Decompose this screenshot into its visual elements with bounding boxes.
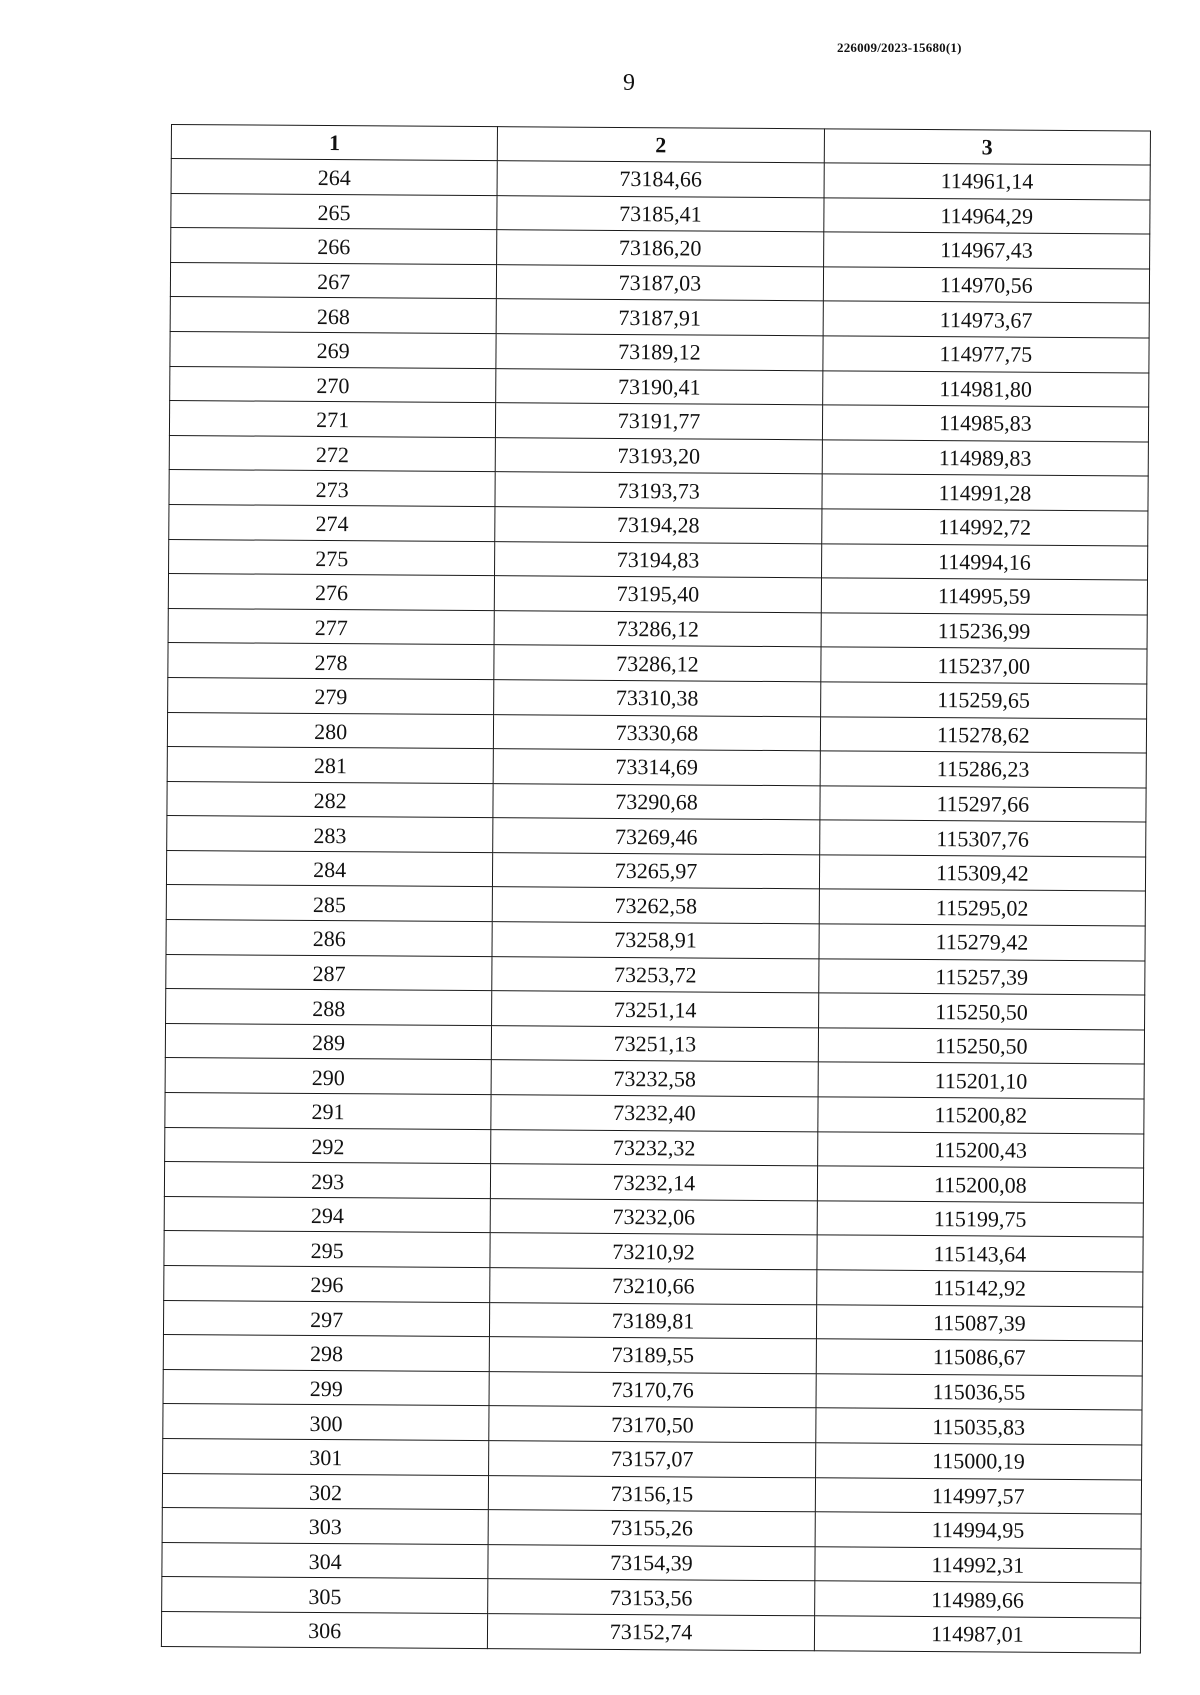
coordinates-table — [161, 124, 1151, 1653]
table-cell-col-1: 306 — [161, 1611, 488, 1648]
table-cell-col-1: 266 — [171, 228, 498, 265]
table-cell-col-3: 114989,83 — [822, 440, 1149, 477]
table-cell-col-3: 115142,92 — [816, 1270, 1143, 1307]
table-cell-col-1: 300 — [163, 1404, 490, 1441]
table-cell-col-1: 278 — [168, 643, 495, 680]
column-header-1: 1 — [171, 125, 498, 161]
table-cell-col-2: 73258,91 — [492, 922, 819, 959]
table-cell-col-2: 73286,12 — [494, 645, 821, 682]
page-number: 9 — [623, 70, 635, 96]
table-cell-col-1: 298 — [163, 1335, 490, 1372]
table-cell-col-2: 73232,58 — [491, 1060, 818, 1097]
table-cell-col-2: 73251,14 — [492, 991, 819, 1028]
table-cell-col-3: 115086,67 — [816, 1339, 1143, 1376]
table-cell-col-2: 73190,41 — [496, 368, 823, 405]
table-cell-col-1: 276 — [168, 574, 495, 611]
table-cell-col-1: 273 — [169, 470, 496, 507]
table-cell-col-3: 114981,80 — [822, 370, 1149, 407]
column-header-2: 2 — [498, 127, 825, 163]
table-cell-col-3: 115307,76 — [819, 820, 1146, 857]
table-cell-col-3: 115286,23 — [820, 751, 1147, 788]
table-cell-col-1: 264 — [171, 159, 498, 196]
table-cell-col-3: 114994,95 — [815, 1512, 1142, 1549]
table-cell-col-2: 73184,66 — [497, 161, 824, 198]
table-cell-col-1: 277 — [168, 608, 495, 645]
table-cell-col-1: 292 — [165, 1127, 492, 1164]
table-cell-col-1: 275 — [169, 539, 496, 576]
document-id: 226009/2023-15680(1) — [837, 40, 962, 55]
table-cell-col-2: 73155,26 — [488, 1510, 815, 1547]
table-cell-col-1: 271 — [169, 401, 496, 438]
table-cell-col-3: 115250,50 — [818, 993, 1145, 1030]
table-cell-col-3: 115257,39 — [818, 958, 1145, 995]
table-cell-col-2: 73251,13 — [492, 1025, 819, 1062]
table-cell-col-2: 73210,92 — [490, 1233, 817, 1270]
table-cell-col-1: 296 — [164, 1265, 491, 1302]
table-cell-col-2: 73253,72 — [492, 956, 819, 993]
table-cell-col-2: 73170,50 — [489, 1406, 816, 1443]
coordinates-table-container — [161, 124, 1151, 1653]
table-cell-col-2: 73286,12 — [494, 610, 821, 647]
table-cell-col-3: 115035,83 — [815, 1408, 1142, 1445]
table-cell-col-1: 272 — [169, 435, 496, 472]
table-cell-col-3: 115199,75 — [817, 1201, 1144, 1238]
table-cell-col-1: 290 — [165, 1058, 492, 1095]
table-cell-col-3: 114997,57 — [815, 1477, 1142, 1514]
table-cell-col-1: 270 — [170, 366, 497, 403]
table-cell-col-1: 285 — [166, 885, 493, 922]
table-cell-col-2: 73191,77 — [496, 403, 823, 440]
table-cell-col-2: 73210,66 — [490, 1268, 817, 1305]
table-cell-col-2: 73187,91 — [496, 299, 823, 336]
table-cell-col-2: 73185,41 — [497, 195, 824, 232]
table-cell-col-3: 115087,39 — [816, 1304, 1143, 1341]
table-cell-col-1: 283 — [167, 816, 494, 853]
table-cell-col-2: 73193,20 — [496, 437, 823, 474]
table-cell-col-3: 115201,10 — [818, 1062, 1145, 1099]
table-cell-col-2: 73187,03 — [497, 264, 824, 301]
table-cell-col-2: 73189,81 — [490, 1302, 817, 1339]
table-cell-col-2: 73232,06 — [490, 1198, 817, 1235]
table-cell-col-2: 73290,68 — [493, 783, 820, 820]
table-cell-col-2: 73186,20 — [497, 230, 824, 267]
table-cell-col-2: 73193,73 — [495, 472, 822, 509]
table-cell-col-3: 114992,72 — [821, 509, 1148, 546]
table-row — [161, 1611, 1140, 1652]
table-cell-col-1: 297 — [163, 1300, 490, 1337]
table-cell-col-1: 289 — [165, 1023, 492, 1060]
table-cell-col-3: 115295,02 — [819, 889, 1146, 926]
table-cell-col-1: 269 — [170, 331, 497, 368]
table-cell-col-3: 114961,14 — [824, 163, 1151, 200]
table-cell-col-1: 301 — [163, 1438, 490, 1475]
table-cell-col-1: 299 — [163, 1369, 490, 1406]
table-cell-col-2: 73232,40 — [491, 1095, 818, 1132]
table-cell-col-2: 73154,39 — [488, 1544, 815, 1581]
table-cell-col-2: 73262,58 — [493, 887, 820, 924]
table-cell-col-2: 73170,76 — [489, 1371, 816, 1408]
table-cell-col-3: 115236,99 — [821, 613, 1148, 650]
table-cell-col-3: 115200,82 — [817, 1097, 1144, 1134]
table-cell-col-3: 115259,65 — [820, 682, 1147, 719]
table-cell-col-3: 114964,29 — [823, 197, 1150, 234]
table-cell-col-2: 73194,83 — [495, 541, 822, 578]
table-cell-col-1: 305 — [162, 1577, 489, 1614]
table-cell-col-3: 115297,66 — [820, 786, 1147, 823]
table-cell-col-1: 304 — [162, 1542, 489, 1579]
table-cell-col-2: 73153,56 — [488, 1579, 815, 1616]
table-cell-col-1: 295 — [164, 1231, 491, 1268]
table-cell-col-2: 73189,12 — [496, 334, 823, 371]
table-cell-col-2: 73189,55 — [490, 1337, 817, 1374]
table-cell-col-1: 294 — [164, 1196, 491, 1233]
table-cell-col-3: 115279,42 — [819, 924, 1146, 961]
table-cell-col-2: 73194,28 — [495, 507, 822, 544]
table-cell-col-3: 115309,42 — [819, 855, 1146, 892]
table-cell-col-1: 287 — [166, 954, 493, 991]
table-cell-col-3: 114973,67 — [823, 301, 1150, 338]
table-cell-col-3: 115036,55 — [816, 1374, 1143, 1411]
table-cell-col-3: 114967,43 — [823, 232, 1150, 269]
table-cell-col-1: 286 — [166, 920, 493, 957]
table-cell-col-2: 73269,46 — [493, 818, 820, 855]
table-cell-col-3: 114992,31 — [815, 1547, 1142, 1584]
table-cell-col-2: 73152,74 — [488, 1614, 815, 1651]
column-header-3: 3 — [824, 129, 1151, 165]
table-body — [161, 159, 1150, 1653]
table-cell-col-3: 115200,08 — [817, 1166, 1144, 1203]
table-cell-col-2: 73310,38 — [494, 680, 821, 717]
table-cell-col-1: 302 — [162, 1473, 489, 1510]
table-cell-col-2: 73330,68 — [494, 714, 821, 751]
table-cell-col-3: 115250,50 — [818, 1028, 1145, 1065]
table-cell-col-3: 114977,75 — [823, 336, 1150, 373]
table-cell-col-1: 279 — [168, 677, 495, 714]
table-cell-col-1: 281 — [167, 747, 494, 784]
table-cell-col-1: 265 — [171, 193, 498, 230]
table-cell-col-3: 114985,83 — [822, 405, 1149, 442]
table-cell-col-3: 114987,01 — [814, 1616, 1141, 1653]
table-cell-col-2: 73314,69 — [493, 749, 820, 786]
table-cell-col-1: 288 — [166, 989, 493, 1026]
table-cell-col-1: 293 — [164, 1162, 491, 1199]
table-cell-col-3: 115200,43 — [817, 1131, 1144, 1168]
table-cell-col-3: 115143,64 — [817, 1235, 1144, 1272]
table-cell-col-1: 280 — [167, 712, 494, 749]
table-cell-col-1: 291 — [165, 1093, 492, 1130]
table-cell-col-2: 73232,14 — [491, 1164, 818, 1201]
table-cell-col-3: 114995,59 — [821, 578, 1148, 615]
table-cell-col-2: 73195,40 — [495, 576, 822, 613]
table-cell-col-1: 303 — [162, 1508, 489, 1545]
table-cell-col-2: 73265,97 — [493, 853, 820, 890]
table-cell-col-1: 268 — [170, 297, 497, 334]
table-cell-col-3: 115278,62 — [820, 716, 1147, 753]
table-cell-col-1: 284 — [166, 850, 493, 887]
table-cell-col-3: 115237,00 — [820, 647, 1147, 684]
table-cell-col-3: 114989,66 — [814, 1581, 1141, 1618]
table-cell-col-3: 114994,16 — [821, 543, 1148, 580]
table-cell-col-3: 115000,19 — [815, 1443, 1142, 1480]
table-cell-col-2: 73232,32 — [491, 1129, 818, 1166]
table-cell-col-3: 114991,28 — [822, 474, 1149, 511]
table-cell-col-1: 267 — [170, 262, 497, 299]
table-cell-col-3: 114970,56 — [823, 267, 1150, 304]
table-cell-col-2: 73156,15 — [489, 1475, 816, 1512]
table-cell-col-1: 274 — [169, 504, 496, 541]
table-cell-col-1: 282 — [167, 781, 494, 818]
table-cell-col-2: 73157,07 — [489, 1441, 816, 1478]
